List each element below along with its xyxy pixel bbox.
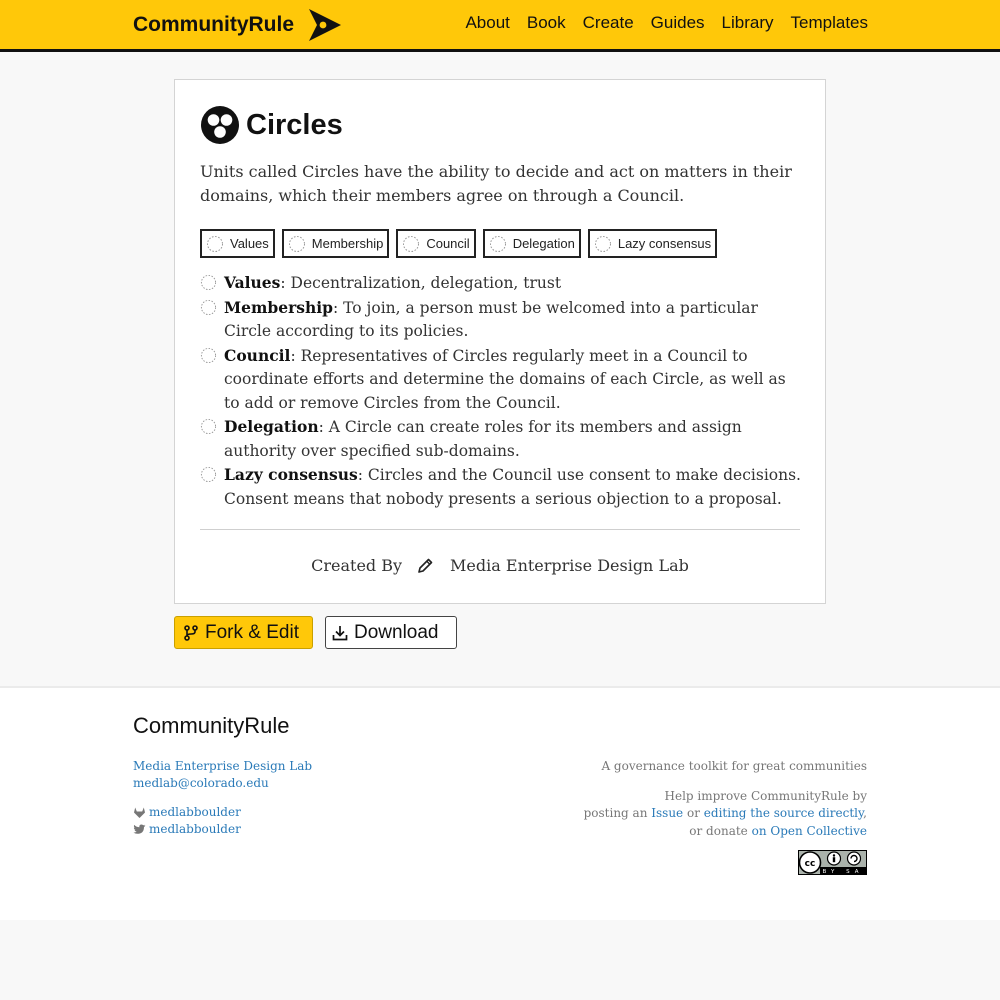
dotted-circle-icon — [200, 299, 217, 316]
module-delegation — [200, 415, 805, 463]
dotted-circle-icon — [288, 235, 306, 253]
main-nav — [448, 13, 868, 33]
site-footer — [0, 686, 1000, 920]
dotted-circle-icon — [402, 235, 420, 253]
brand-name: CommunityRule — [133, 13, 295, 36]
open-collective-link[interactable]: on Open Collective — [751, 823, 867, 838]
fork-edit-button[interactable] — [174, 616, 313, 649]
module-name: Delegation — [224, 417, 319, 436]
module-name: Membership — [224, 297, 334, 317]
divider — [200, 529, 800, 530]
chip-label: Membership — [311, 236, 384, 251]
brand-link[interactable] — [133, 10, 342, 40]
module-lazy-consensus — [200, 463, 805, 511]
module-name: Values — [224, 273, 281, 292]
site-header — [0, 0, 1000, 52]
footer-brand: CommunityRule — [133, 713, 290, 738]
chip-council[interactable] — [396, 229, 475, 258]
module-text: : To join, a person must be welcomed into a particular Circle according to its policies. — [224, 298, 758, 340]
gitlab-link[interactable]: medlabboulder — [149, 805, 241, 819]
module-text: : Representatives of Circles regularly meet in a Council to coordinate efforts and determine the domains of each Circle, as well as to add or remove Circles from the Council. — [224, 346, 786, 412]
chip-label: Lazy consensus — [617, 236, 712, 251]
dotted-circle-icon — [200, 347, 217, 364]
dotted-circle-icon — [200, 466, 217, 483]
org-link[interactable]: Media Enterprise Design Lab — [133, 759, 313, 773]
footer-info — [507, 758, 867, 840]
dotted-circle-icon — [206, 235, 224, 253]
circles-icon — [200, 105, 240, 145]
module-membership — [200, 296, 805, 344]
pencil-icon — [416, 557, 434, 575]
module-council — [200, 344, 805, 416]
tagline: A governance toolkit for great communities — [601, 759, 867, 773]
gitlab-row — [133, 804, 312, 821]
module-chips — [200, 229, 724, 258]
chip-lazy-consensus[interactable] — [588, 229, 717, 258]
edit-source-link[interactable]: editing the source directly — [703, 806, 864, 820]
help-line-1: Help improve CommunityRule by — [664, 788, 867, 803]
nav-library[interactable]: Library — [721, 13, 774, 32]
chip-membership[interactable] — [282, 229, 390, 258]
module-text: : A Circle can create roles for its members and assign authority over specified sub-domains. — [224, 418, 742, 460]
help-line-2: posting an Issue or editing the source directly, — [583, 806, 867, 820]
created-by — [175, 556, 825, 575]
chip-label: Delegation — [512, 236, 575, 251]
footer-contact — [133, 758, 312, 838]
nav-guides[interactable]: Guides — [650, 13, 705, 32]
gitlab-icon — [133, 806, 146, 819]
nav-create[interactable]: Create — [582, 13, 634, 32]
module-values — [200, 271, 805, 296]
rule-title: Circles — [246, 108, 343, 141]
created-by-label: Created By — [311, 556, 403, 575]
twitter-link[interactable]: medlabboulder — [149, 822, 241, 836]
dotted-circle-icon — [200, 418, 217, 435]
cc-by-sa-badge[interactable] — [798, 850, 867, 875]
fork-edit-label: Fork & Edit — [205, 621, 299, 643]
rule-summary: Units called Circles have the ability to decide and act on matters in their domains, which their members agree on through a Council. — [200, 162, 792, 205]
twitter-icon — [133, 823, 146, 836]
dotted-circle-icon — [594, 235, 612, 253]
module-text: : Decentralization, delegation, trust — [280, 274, 562, 292]
download-button[interactable] — [325, 616, 457, 649]
chip-label: Values — [230, 236, 269, 251]
download-icon — [332, 625, 348, 641]
issue-link[interactable]: Issue — [651, 806, 684, 820]
module-list — [200, 271, 805, 511]
module-name: Council — [224, 345, 291, 365]
license-text: BY SA — [822, 869, 864, 875]
chip-label: Council — [426, 236, 470, 251]
chip-values[interactable] — [200, 229, 275, 258]
logo-icon — [308, 8, 342, 42]
help-line-3: or donate on Open Collective — [689, 823, 867, 838]
rule-card — [174, 79, 826, 604]
dotted-circle-icon — [200, 274, 217, 291]
nav-book[interactable]: Book — [526, 13, 566, 32]
fork-icon — [183, 625, 199, 641]
dotted-circle-icon — [489, 235, 507, 253]
chip-delegation[interactable] — [483, 229, 581, 258]
nav-templates[interactable]: Templates — [790, 13, 868, 32]
twitter-row — [133, 821, 312, 838]
module-name: Lazy consensus — [224, 465, 358, 484]
social-links — [133, 804, 312, 838]
module-text: : Circles and the Council use consent to make decisions. Consent means that nobody presents a serious objection to a proposal. — [224, 466, 801, 508]
author-name: Media Enterprise Design Lab — [450, 556, 689, 575]
nav-about[interactable]: About — [465, 13, 510, 32]
email-link[interactable]: medlab@colorado.edu — [133, 776, 269, 790]
rule-title-row — [200, 105, 343, 145]
download-label: Download — [354, 621, 439, 643]
svg-text:cc: cc — [804, 859, 816, 869]
